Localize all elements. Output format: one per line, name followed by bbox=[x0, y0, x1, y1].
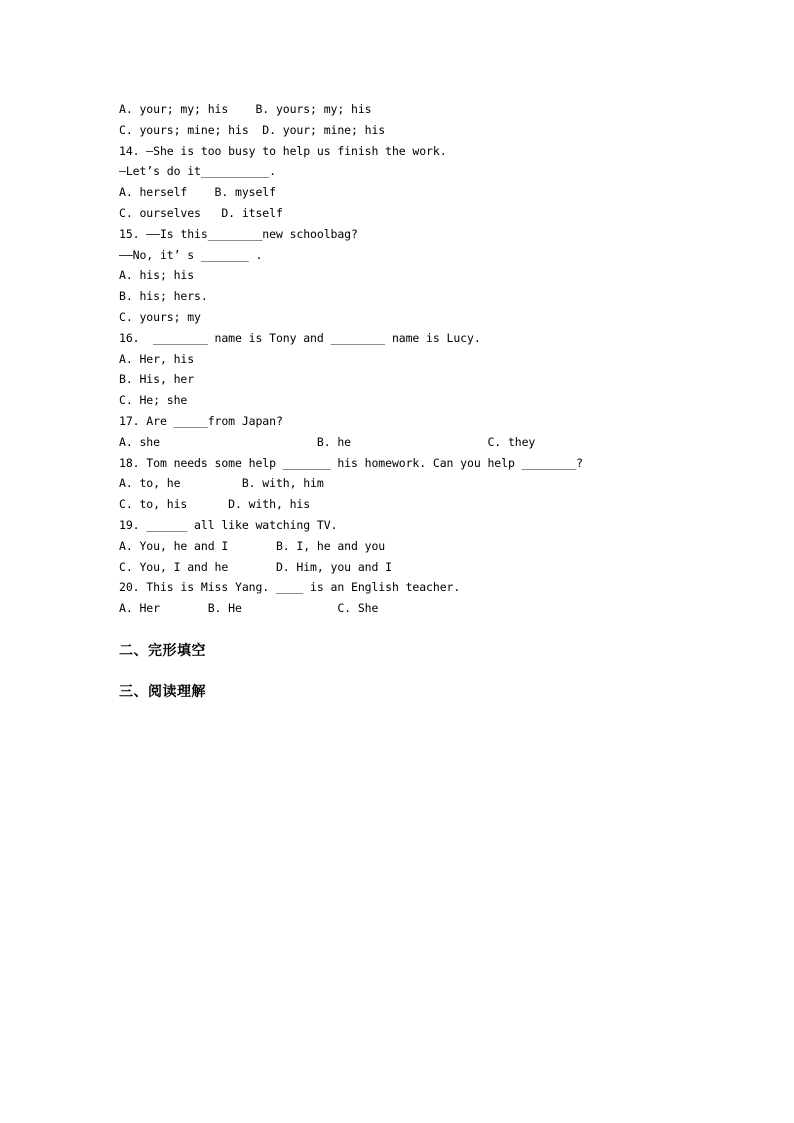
q15-option-c: C. yours; my bbox=[119, 309, 201, 324]
q18-options-cd: C. to, his D. with, his bbox=[119, 497, 311, 512]
section-heading-reading: 三、阅读理解 bbox=[119, 684, 206, 700]
q18-stem: 18. Tom needs some help _______ his homework. Can you help ________? bbox=[119, 455, 584, 470]
q13-options-ab: A. your; my; his B. yours; my; his bbox=[119, 102, 372, 116]
q13-options-cd: C. yours; mine; his D. your; mine; his bbox=[119, 122, 386, 137]
q15-reply: ——No, it’ s _______ . bbox=[119, 247, 263, 262]
q17-stem: 17. Are _____from Japan? bbox=[119, 413, 283, 428]
q16-option-c: C. He; she bbox=[119, 393, 188, 408]
q14-stem: 14. —She is too busy to help us finish the work. bbox=[119, 143, 447, 158]
q16-stem: 16. ________ name is Tony and ________ name is Lucy. bbox=[119, 330, 481, 345]
q14-options-ab: A. herself B. myself bbox=[119, 185, 276, 200]
section-heading-cloze: 二、完形填空 bbox=[119, 643, 206, 659]
q15-option-b: B. his; hers. bbox=[119, 289, 208, 304]
q16-option-a: A. Her, his bbox=[119, 351, 195, 366]
q18-options-ab: A. to, he B. with, him bbox=[119, 476, 324, 491]
q19-options-ab: A. You, he and I B. I, he and you bbox=[119, 538, 386, 553]
q16-option-b: B. His, her bbox=[119, 372, 195, 387]
q17-options: A. she B. he C. they bbox=[119, 434, 536, 449]
q19-options-cd: C. You, I and he D. Him, you and I bbox=[119, 559, 392, 574]
q20-stem: 20. This is Miss Yang. ____ is an English teacher. bbox=[119, 580, 461, 595]
q15-stem: 15. ——Is this________new schoolbag? bbox=[119, 226, 358, 241]
question-list bbox=[119, 99, 739, 619]
q19-stem: 19. ______ all like watching TV. bbox=[119, 517, 338, 532]
q14-reply: —Let’s do it__________. bbox=[119, 164, 276, 179]
q20-options: A. Her B. He C. She bbox=[119, 601, 379, 616]
q14-options-cd: C. ourselves D. itself bbox=[119, 205, 283, 220]
q15-option-a: A. his; his bbox=[119, 268, 195, 283]
